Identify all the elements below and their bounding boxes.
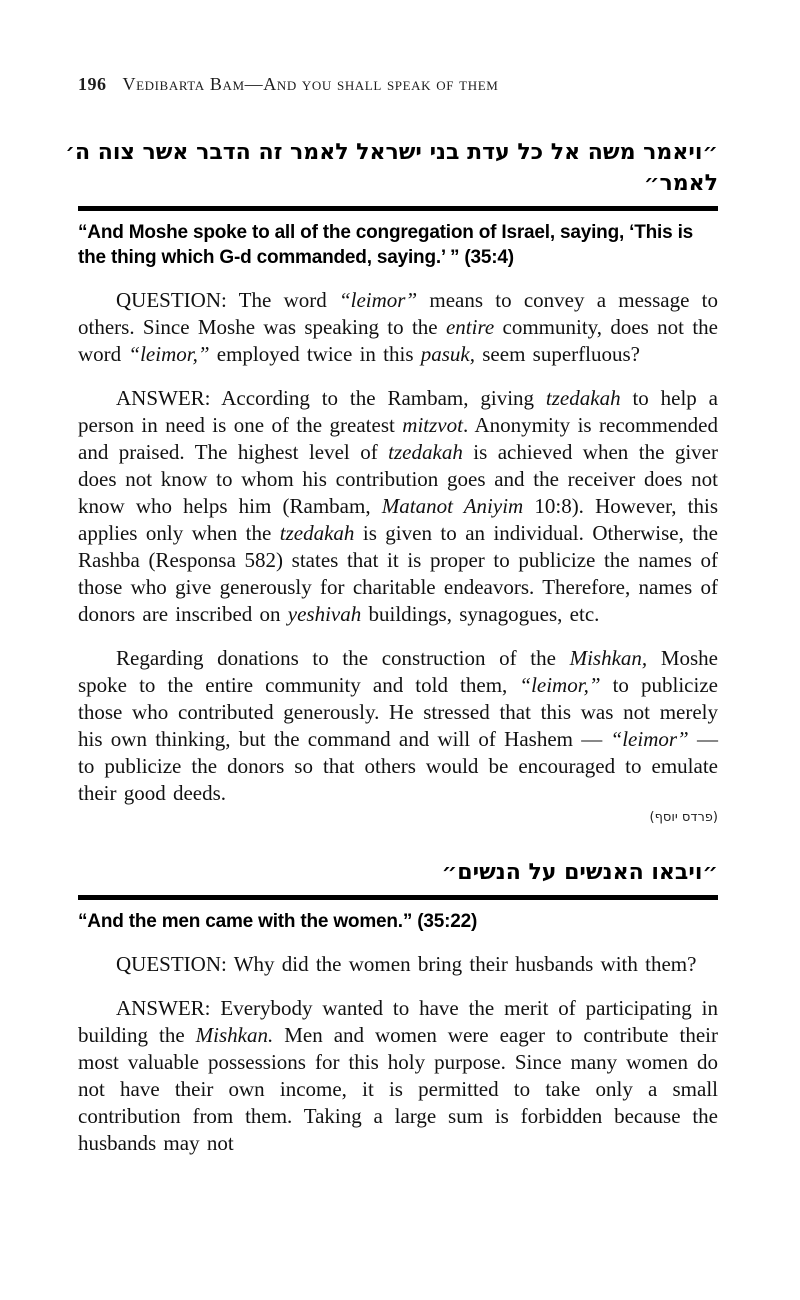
text-run: to publicize those who contributed generously. He stressed that this was not merely his own thinking, but the command and will of Hashem — [78, 673, 718, 751]
source-citation: (פרדס יוסף) [649, 810, 718, 825]
text-run: “leimor” [610, 727, 689, 751]
text-run: is given to an individual. Otherwise, the Rashba (Responsa 582) states that it is proper to publicize the names of those who give generously for charitable endeavors. Therefore, names of donors are inscribed on [78, 521, 718, 626]
running-header [78, 0, 718, 95]
text-run: tzedakah [279, 521, 355, 545]
text-run: Mishkan, [569, 646, 648, 670]
divider-rule-2 [78, 895, 718, 900]
text-run: 10:8). However, this applies only when the [78, 494, 718, 545]
text-run: “leimor,” [519, 673, 601, 697]
text-run: entire [445, 315, 495, 339]
running-title: Vedibarta Bam—And you shall speak of them [122, 74, 499, 94]
text-run: “leimor,” [128, 342, 210, 366]
text-run: to help a person in need is one of the greatest [78, 386, 718, 437]
hebrew-verse [65, 137, 718, 199]
text-run: ANSWER: Everybody wanted to have the merit of participating in building the [78, 996, 718, 1047]
text-run: ANSWER: According to the Rambam, giving [116, 386, 546, 410]
divider-rule [78, 206, 718, 211]
text-run: buildings, synagogues, etc. [361, 602, 600, 626]
text-run: tzedakah [545, 386, 621, 410]
text-run: is achieved when the giver does not know to whom his contribution goes and the receiver does not know who helps him (Rambam, [78, 440, 719, 518]
question-paragraph [78, 287, 718, 368]
hebrew-verse-2: ״ויבאו האנשים על הנשים״ [441, 860, 718, 885]
text-run: pasuk, [420, 342, 475, 366]
text-run: “leimor” [338, 288, 418, 312]
text-run: QUESTION: The word [116, 288, 339, 312]
hebrew-verse-line2: לאמר״ [643, 171, 718, 196]
regarding-paragraph [78, 645, 718, 807]
text-run: tzedakah [388, 440, 463, 464]
text-run: community, does not the word [78, 315, 718, 366]
text-run: yeshivah [287, 602, 362, 626]
text-run: Moshe spoke to the entire community and told them, [78, 646, 718, 697]
text-run: means to convey a message to others. Since Moshe was speaking to the [78, 288, 718, 339]
section-verse-35-22 [78, 857, 718, 1157]
verse-translation: “And Moshe spoke to all of the congregation of Israel, saying, ‘This is the thing which G-d commanded, saying.’ ” (35:4) [78, 222, 694, 268]
text-run: . Anonymity is recommended and praised. The highest level of [78, 413, 718, 464]
hebrew-verse-line1: ״ויאמר משה אל כל עדת בני ישראל לאמר זה הדבר אשר צוה ה׳ [65, 140, 718, 165]
question-paragraph-2: QUESTION: Why did the women bring their husbands with them? [116, 952, 697, 976]
text-run: Men and women were eager to contribute their most valuable possessions for this holy purpose. Since many women do not have their own income, it is permitted to take only a small contribution from them. Taking a large sum is forbidden because the husbands may not [78, 1023, 718, 1155]
text-run: employed twice in this [209, 342, 421, 366]
text-run: — to publicize the donors so that others would be encouraged to emulate their good deeds. [78, 727, 718, 805]
verse-translation-2: “And the men came with the women.” (35:22) [78, 911, 478, 932]
text-run: mitzvot [402, 413, 463, 437]
answer-paragraph-2 [78, 995, 718, 1157]
answer-paragraph [78, 385, 718, 628]
text-run: Regarding donations to the construction of the [116, 646, 570, 670]
text-run: Mishkan. [195, 1023, 274, 1047]
book-page [65, 0, 719, 1157]
page-number: 196 [78, 74, 107, 94]
section-verse-35-4 [65, 137, 719, 825]
text-run: Matanot Aniyim [381, 494, 524, 518]
text-run: seem superfluous? [475, 342, 640, 366]
